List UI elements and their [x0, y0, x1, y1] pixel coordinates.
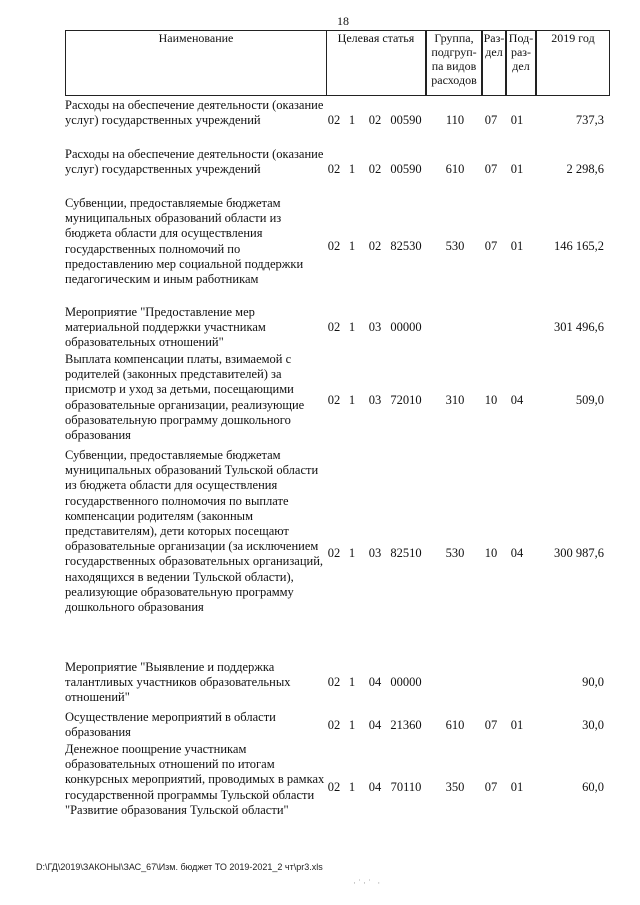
row-subprogram-code: 1 [348, 393, 356, 407]
row-amount: 2 298,6 [566, 162, 604, 176]
row-group: 110 [445, 113, 465, 127]
row-subprogram-code: 1 [348, 718, 356, 732]
header-target-article: Целевая статья [326, 30, 426, 96]
row-amount: 737,3 [575, 113, 604, 127]
row-amount: 301 496,6 [554, 320, 604, 334]
row-subprogram-code: 1 [348, 675, 356, 689]
row-amount: 300 987,6 [554, 546, 604, 560]
row-subprogram-code: 1 [348, 162, 356, 176]
row-program-code: 02 [327, 675, 341, 689]
row-section: 07 [484, 718, 498, 732]
row-subsection: 01 [510, 780, 524, 794]
row-event-code: 03 [368, 546, 382, 560]
row-event-code: 04 [368, 780, 382, 794]
row-amount: 509,0 [575, 393, 604, 407]
row-name: Мероприятие "Предоставление мер материальной поддержки участникам образовательных отношений" [65, 305, 266, 350]
row-event-code: 02 [368, 113, 382, 127]
row-program-code: 02 [327, 113, 341, 127]
row-group: 350 [445, 780, 465, 794]
row-program-code: 02 [327, 780, 341, 794]
header-section: Раз- дел [482, 30, 506, 96]
row-group: 610 [445, 718, 465, 732]
header-subsection: Под- раз- дел [506, 30, 536, 96]
scan-mark: ·˙·˙ · [353, 878, 383, 888]
row-program-code: 02 [327, 718, 341, 732]
row-amount: 60,0 [582, 780, 604, 794]
row-group: 530 [445, 546, 465, 560]
row-subsection: 01 [510, 718, 524, 732]
row-direction-code: 00000 [390, 675, 422, 689]
row-direction-code: 72010 [390, 393, 422, 407]
header-year: 2019 год [536, 30, 610, 96]
row-subprogram-code: 1 [348, 113, 356, 127]
row-direction-code: 00000 [390, 320, 422, 334]
row-section: 07 [484, 239, 498, 253]
row-name: Осуществление мероприятий в области образования [65, 710, 276, 740]
row-subsection: 01 [510, 113, 524, 127]
row-event-code: 02 [368, 239, 382, 253]
row-direction-code: 82510 [390, 546, 422, 560]
row-direction-code: 21360 [390, 718, 422, 732]
row-subprogram-code: 1 [348, 239, 356, 253]
row-name: Субвенции, предоставляемые бюджетам муниципальных образований Тульской области из бюджета области для осуществления государственного полномочия по выплате компенсации родителям (законным представителям), дети которых посещают образовательные организации (за исключением государственных образовательных организаций, находящихся в ведении Тульской области), реализующие образовательную программу дошкольного образования [65, 448, 324, 615]
row-event-code: 02 [368, 162, 382, 176]
row-event-code: 04 [368, 675, 382, 689]
row-name: Денежное поощрение участникам образовательных отношений по итогам конкурсных мероприятий, проводимых в рамках государственной программы Тульской области "Развитие образования Тульской области" [65, 742, 325, 817]
row-group: 610 [445, 162, 465, 176]
row-subsection: 04 [510, 546, 524, 560]
page-number: 18 [337, 14, 349, 28]
row-subprogram-code: 1 [348, 320, 356, 334]
header-name: Наименование [65, 30, 327, 96]
row-subprogram-code: 1 [348, 546, 356, 560]
row-program-code: 02 [327, 162, 341, 176]
row-section: 10 [484, 546, 498, 560]
row-name: Расходы на обеспечение деятельности (оказание услуг) государственных учреждений [65, 147, 324, 177]
row-amount: 90,0 [582, 675, 604, 689]
row-subsection: 04 [510, 393, 524, 407]
row-group: 530 [445, 239, 465, 253]
row-program-code: 02 [327, 239, 341, 253]
row-event-code: 03 [368, 393, 382, 407]
row-subsection: 01 [510, 162, 524, 176]
row-subsection: 01 [510, 239, 524, 253]
row-name: Субвенции, предоставляемые бюджетам муниципальных образований области из бюджета области для осуществления государственных полномочий по предоставлению мер социальной поддержки педагогическим и иным работникам [65, 196, 304, 287]
file-path-footer: D:\ГД\2019\ЗАКОНЫ\ЗАС_67\Изм. бюджет ТО 2019-2021_2 чт\pr3.xls [36, 862, 323, 872]
row-name: Выплата компенсации платы, взимаемой с родителей (законных представителей) за присмотр и уход за детьми, посещающими образовательные организации, реализующие образовательную программу дошкольного образования [65, 352, 305, 443]
row-subprogram-code: 1 [348, 780, 356, 794]
row-amount: 146 165,2 [554, 239, 604, 253]
row-event-code: 04 [368, 718, 382, 732]
row-program-code: 02 [327, 393, 341, 407]
row-section: 07 [484, 162, 498, 176]
row-group: 310 [445, 393, 465, 407]
row-direction-code: 70110 [390, 780, 422, 794]
row-name: Расходы на обеспечение деятельности (оказание услуг) государственных учреждений [65, 98, 324, 128]
row-section: 07 [484, 780, 498, 794]
row-direction-code: 00590 [390, 113, 422, 127]
row-program-code: 02 [327, 320, 341, 334]
row-program-code: 02 [327, 546, 341, 560]
row-name: Мероприятие "Выявление и поддержка талантливых участников образовательных отношений" [65, 660, 291, 705]
header-group: Группа, подгруп- па видов расходов [426, 30, 482, 96]
row-direction-code: 00590 [390, 162, 422, 176]
row-section: 10 [484, 393, 498, 407]
row-section: 07 [484, 113, 498, 127]
row-amount: 30,0 [582, 718, 604, 732]
row-direction-code: 82530 [390, 239, 422, 253]
row-event-code: 03 [368, 320, 382, 334]
